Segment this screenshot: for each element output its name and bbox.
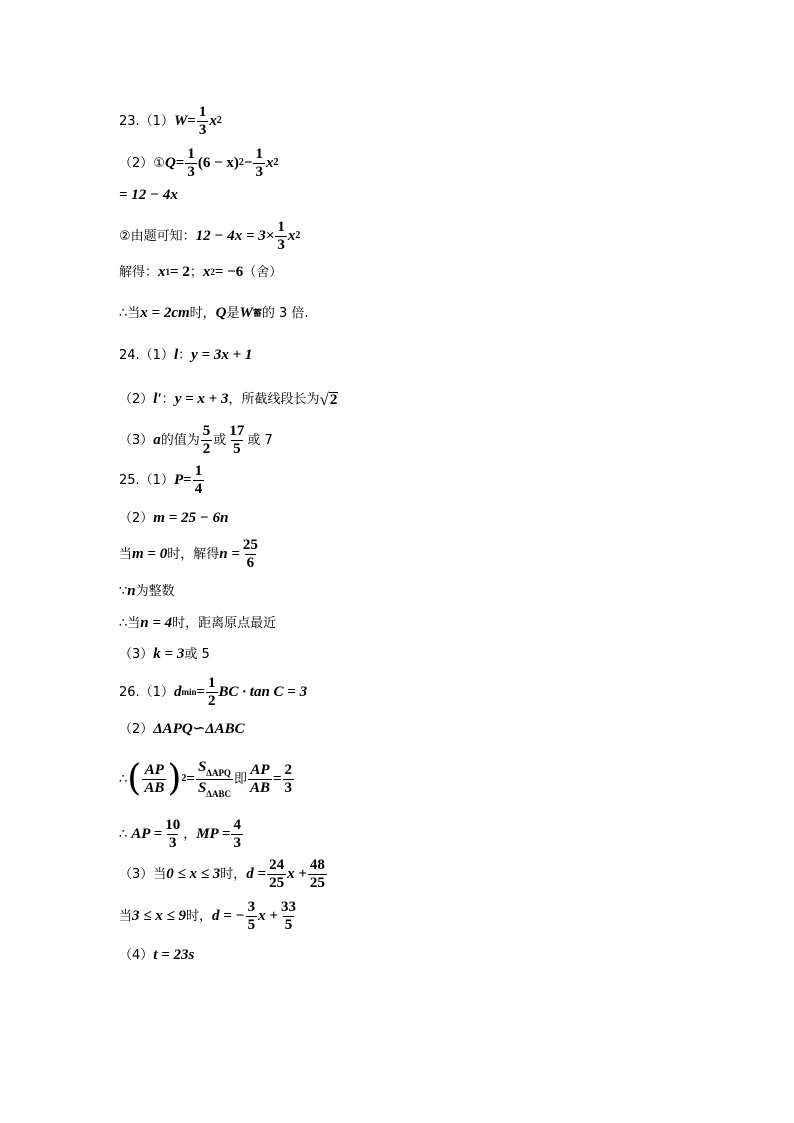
denominator: 6 xyxy=(246,554,255,571)
value: = −6 xyxy=(214,264,244,280)
q26-ratio xyxy=(119,759,295,800)
part-label: （3）当 xyxy=(119,866,167,882)
q25-part3 xyxy=(119,647,210,662)
fraction xyxy=(308,857,327,891)
denominator: 25 xyxy=(269,874,285,891)
therefore-text: ∴当 xyxy=(119,306,141,321)
minus-sign: − xyxy=(243,154,253,171)
q23-part1 xyxy=(119,104,222,138)
numerator: 1 xyxy=(194,463,203,479)
var-P: P xyxy=(173,471,184,488)
q26-lengths xyxy=(119,817,244,851)
q23-solutions xyxy=(119,265,282,280)
value: = 2 xyxy=(170,264,190,280)
fraction xyxy=(197,104,209,138)
exponent: 2 xyxy=(273,157,279,168)
expression: m = 0 xyxy=(132,545,168,562)
left-paren: ( xyxy=(127,758,142,800)
colon: ： xyxy=(178,348,192,363)
numerator: 2 xyxy=(284,762,293,779)
numerator xyxy=(196,759,233,779)
var-S: S xyxy=(197,779,207,796)
right-paren: ) xyxy=(167,758,182,800)
var-a: a xyxy=(153,431,161,448)
q25-when xyxy=(119,537,261,571)
numerator: 5 xyxy=(202,423,211,439)
var-d: d xyxy=(173,683,182,700)
equation: y = x + 3 xyxy=(174,391,229,407)
expression: n = xyxy=(219,545,240,562)
expression: 12 − 4x = 3× xyxy=(195,227,275,244)
subscript: 蓄 xyxy=(252,308,262,318)
var-Q: Q xyxy=(215,305,227,321)
text: 即 xyxy=(233,771,247,787)
therefore-symbol: ∴ xyxy=(119,826,128,842)
q25-part2 xyxy=(119,511,228,526)
condition: 3 ≤ x ≤ 9 xyxy=(132,907,186,924)
numerator: 1 xyxy=(187,146,195,162)
expression: d = xyxy=(246,865,267,882)
colon: ： xyxy=(161,392,175,407)
text: 的 3 倍. xyxy=(261,306,309,321)
fraction xyxy=(201,423,213,457)
text: 或 5 xyxy=(184,647,210,662)
radicand: 2 xyxy=(329,392,338,408)
exponent: 2 xyxy=(238,157,244,168)
note: （舍） xyxy=(243,265,283,280)
denominator: 3 xyxy=(233,834,241,851)
area-fraction xyxy=(196,759,233,800)
equation: t = 23s xyxy=(153,947,195,963)
fraction xyxy=(267,857,286,891)
fraction xyxy=(185,146,197,180)
fraction xyxy=(206,675,218,709)
q23-part2-result xyxy=(119,188,178,203)
therefore-symbol: ∴ xyxy=(119,771,128,787)
subscript: min xyxy=(181,686,197,697)
q26-part4 xyxy=(119,948,194,963)
denominator: 25 xyxy=(309,874,325,891)
numerator: AP xyxy=(250,762,270,779)
var-x2: x xyxy=(202,264,211,280)
separator: ； xyxy=(189,265,203,280)
q25-label: 25.（1） xyxy=(119,472,174,488)
part-label: （2） xyxy=(119,511,154,526)
q24-part1 xyxy=(119,348,252,363)
q23-part2-2 xyxy=(119,219,300,253)
denominator xyxy=(196,779,233,800)
step-label: ②由题可知： xyxy=(119,228,196,244)
condition: 0 ≤ x ≤ 3 xyxy=(166,865,221,882)
subscript: ΔABC xyxy=(206,788,231,799)
text: 时，解得 xyxy=(167,546,220,562)
q26-part1 xyxy=(119,675,307,709)
q23-label: 23.（1） xyxy=(119,113,174,129)
numerator: 1 xyxy=(208,675,216,691)
expression: x = 2cm xyxy=(140,305,190,321)
denominator: 3 xyxy=(198,121,207,138)
separator: ， xyxy=(183,826,197,842)
fraction xyxy=(142,762,166,796)
equals-sign: = xyxy=(175,154,185,171)
var-x: x xyxy=(265,154,274,171)
text: 为整数 xyxy=(135,584,175,599)
denominator: 5 xyxy=(233,440,241,457)
denominator: 4 xyxy=(194,480,203,497)
part-label: （4） xyxy=(119,948,154,963)
text: 时， xyxy=(189,306,216,321)
denominator: 2 xyxy=(202,440,211,457)
denominator: 3 xyxy=(255,163,263,180)
var-S: S xyxy=(197,759,207,775)
because-symbol: ∵ xyxy=(119,584,128,599)
fraction xyxy=(193,463,205,497)
denominator: 5 xyxy=(284,916,293,933)
exponent: 2 xyxy=(181,773,187,785)
text: 时，距离原点最近 xyxy=(172,616,277,631)
equals-sign: = xyxy=(272,770,282,787)
numerator: 17 xyxy=(229,423,245,439)
part-label: （3） xyxy=(119,432,154,448)
var-Q: Q xyxy=(164,154,176,171)
fraction xyxy=(248,762,272,796)
var-W: W xyxy=(173,112,188,129)
denominator: AB xyxy=(144,779,165,796)
equation: y = 3x + 1 xyxy=(191,347,253,363)
text: 的值为 xyxy=(160,432,200,448)
subscript: 2 xyxy=(210,267,215,277)
var-n: n xyxy=(127,583,136,599)
equals-sign: = xyxy=(186,770,195,787)
subscript: 1 xyxy=(165,267,171,277)
numerator: 33 xyxy=(280,899,296,915)
var-l-prime: l′ xyxy=(153,391,162,407)
q26-part2 xyxy=(119,722,245,737)
q25-therefore xyxy=(119,616,276,631)
expression: n = 4 xyxy=(140,615,173,631)
var-x1: x xyxy=(158,264,166,280)
q24-part3 xyxy=(119,423,273,457)
text: 时， xyxy=(185,908,212,924)
square-root: √ 2 xyxy=(319,390,338,409)
q23-part2-label: （2）① xyxy=(119,155,165,171)
var-W: W xyxy=(239,305,253,321)
fraction xyxy=(163,817,182,851)
text: 是 xyxy=(226,306,240,321)
var-x: x xyxy=(287,227,296,244)
denominator: 5 xyxy=(247,916,256,933)
text: ，所截线段长为 xyxy=(228,392,320,407)
similarity-statement: ΔAPQ∽ΔABC xyxy=(153,721,245,737)
solve-label: 解得： xyxy=(119,265,159,280)
numerator: AP xyxy=(144,762,164,779)
expression: k = 3 xyxy=(153,646,185,662)
numerator: 1 xyxy=(277,219,285,235)
expression: BC · tan C = 3 xyxy=(218,683,308,700)
var-x: x xyxy=(209,112,217,129)
fraction xyxy=(253,146,265,180)
fraction xyxy=(246,899,258,933)
equals-sign: = xyxy=(187,112,196,129)
denominator: 3 xyxy=(277,236,285,253)
numerator: 24 xyxy=(269,857,285,873)
part-label: （3） xyxy=(119,647,154,662)
q24-label: 24.（1） xyxy=(119,348,174,363)
equals-sign: = xyxy=(196,683,206,700)
part-label: （2） xyxy=(119,392,154,407)
denominator: 2 xyxy=(208,692,216,709)
text: 或 xyxy=(213,432,227,448)
equation: m = 25 − 6n xyxy=(153,510,229,526)
q23-conclusion xyxy=(119,306,309,321)
expression: x + xyxy=(287,865,307,882)
q25-part1 xyxy=(119,463,205,497)
q26-part3-case1 xyxy=(119,857,328,891)
text: 或 7 xyxy=(247,432,273,448)
q24-part2 xyxy=(119,391,338,408)
expression: MP = xyxy=(196,825,231,842)
expression: d = − xyxy=(212,907,245,924)
therefore-text: ∴当 xyxy=(119,616,141,631)
numerator: 3 xyxy=(247,899,256,915)
equals-sign: = xyxy=(183,471,192,488)
exponent: 2 xyxy=(295,230,301,241)
denominator: 3 xyxy=(187,163,195,180)
q26-label: 26.（1） xyxy=(119,684,174,700)
q23-part2-1 xyxy=(119,146,278,180)
text: 当 xyxy=(119,546,133,562)
text: 时， xyxy=(220,866,247,882)
denominator: 3 xyxy=(168,834,177,851)
expression: x + xyxy=(258,907,278,924)
numerator: 1 xyxy=(255,146,263,162)
fraction xyxy=(241,537,260,571)
fraction xyxy=(231,817,243,851)
text: 当 xyxy=(119,908,133,924)
numerator: 25 xyxy=(242,537,258,553)
fraction xyxy=(275,219,287,253)
fraction xyxy=(279,899,298,933)
fraction xyxy=(283,762,295,796)
expression: = 12 − 4x xyxy=(119,187,178,203)
numerator: 48 xyxy=(309,857,325,873)
denominator: AB xyxy=(249,779,270,796)
q25-because xyxy=(119,584,175,599)
part-label: （2） xyxy=(119,722,154,737)
var-l: l xyxy=(173,347,179,363)
numerator: 10 xyxy=(165,817,181,833)
fraction xyxy=(227,423,246,457)
denominator: 3 xyxy=(284,779,293,796)
exponent: 2 xyxy=(216,115,222,126)
numerator: 1 xyxy=(198,104,207,120)
subscript: ΔAPQ xyxy=(206,768,231,778)
paren-expression: (6 − x) xyxy=(197,154,239,171)
numerator: 4 xyxy=(233,817,241,833)
q26-part3-case2 xyxy=(119,899,299,933)
expression: AP = xyxy=(131,825,163,842)
